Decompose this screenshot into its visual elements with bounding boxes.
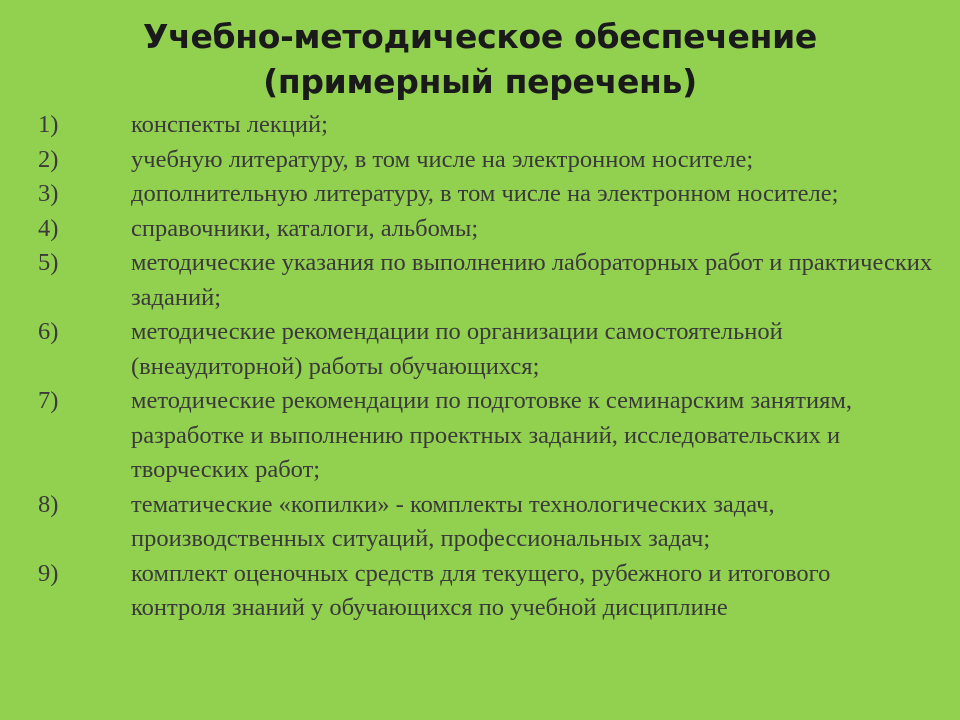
list-item-text: справочники, каталоги, альбомы;: [131, 214, 479, 242]
slide-title: [0, 14, 960, 104]
list-item: [38, 557, 938, 626]
list-item: [38, 315, 938, 384]
list-item-number: 5): [38, 249, 59, 276]
list-item: [38, 384, 938, 488]
slide-title-line-2: (примерный перечень): [263, 62, 697, 101]
list-item-text: методические указания по выполнению лабораторных работ и практических заданий;: [131, 249, 933, 311]
list-item: [38, 177, 938, 212]
resource-list: [38, 108, 938, 626]
list-item: [38, 108, 938, 143]
list-item-number: 7): [38, 387, 59, 414]
list-item-text: комплект оценочных средств для текущего, рубежного и итогового контроля знаний у обучающихся по учебной дисциплине: [131, 559, 831, 621]
list-item-text: тематические «копилки» - комплекты технологических задач, производственных ситуаций, профессиональных задач;: [131, 490, 775, 552]
slide-title-line-1: Учебно-методическое обеспечение: [142, 17, 818, 56]
list-item-text: учебную литературу, в том числе на электронном носителе;: [131, 145, 754, 173]
list-item-text: конспекты лекций;: [131, 111, 328, 138]
list-item-number: 8): [38, 490, 59, 518]
list-item-text: методические рекомендации по организации самостоятельной (внеаудиторной) работы обучающихся;: [131, 318, 783, 380]
list-item: [38, 246, 938, 315]
list-item-text: дополнительную литературу, в том числе на электронном носителе;: [131, 180, 839, 207]
list-item-number: 9): [38, 559, 59, 587]
list-item-number: 6): [38, 318, 59, 345]
list-item-number: 1): [38, 111, 59, 138]
list-item: [38, 143, 938, 178]
list-item: [38, 212, 938, 247]
list-item-number: 2): [38, 145, 59, 173]
list-item-text: методические рекомендации по подготовке к семинарским занятиям, разработке и выполнению проектных заданий, исследовательских и творческих работ;: [131, 387, 852, 483]
list-item-number: 4): [38, 214, 59, 242]
list-item: [38, 488, 938, 557]
list-item-number: 3): [38, 180, 59, 207]
